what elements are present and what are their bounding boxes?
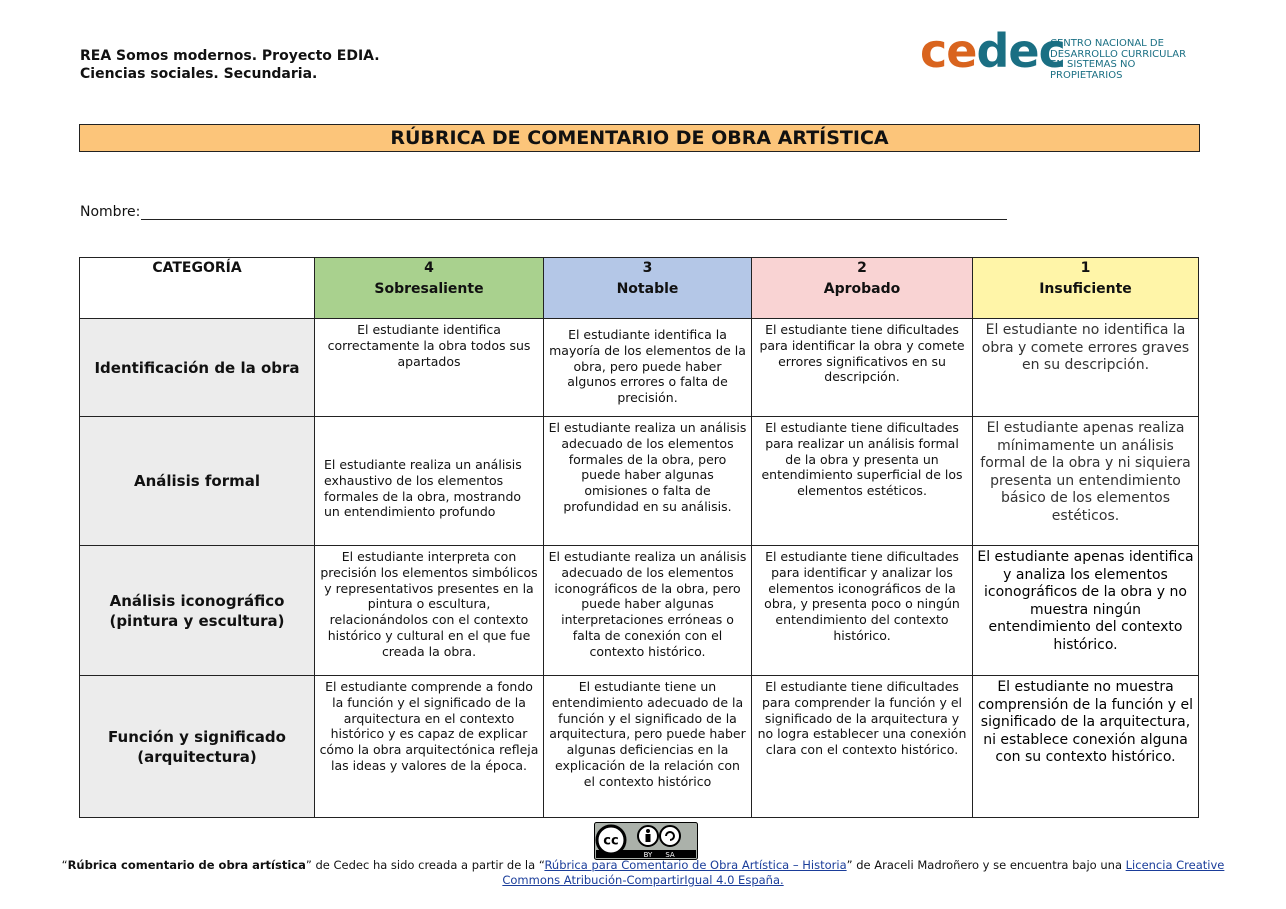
cc-by-sa-badge <box>594 822 698 860</box>
license-link[interactable]: Licencia Creative Commons Atribución-CompartirIgual 4.0 España. <box>502 858 1225 887</box>
share-alike-icon <box>660 826 680 846</box>
rubric-cell: El estudiante tiene dificultades para identificar la obra y comete errores significativos en su descripción. <box>752 319 973 417</box>
work-title: Rúbrica comentario de obra artística <box>67 858 306 872</box>
table-row <box>80 676 1199 818</box>
rubric-header-row <box>80 258 1199 319</box>
header-line-project: REA Somos modernos. Proyecto EDIA. <box>80 48 380 64</box>
cedec-logo-word: cedec <box>920 24 1065 78</box>
svg-text:SA: SA <box>665 851 675 859</box>
svg-text:cc: cc <box>603 833 619 849</box>
document-title: RÚBRICA DE COMENTARIO DE OBRA ARTÍSTICA <box>79 124 1200 152</box>
rubric-cell: El estudiante comprende a fondo la función y el significado de la arquitectura en el contexto histórico y es capaz de explicar cómo la obra arquitectónica refleja las ideas y valores de la época. <box>315 676 544 818</box>
source-link[interactable]: Rúbrica para Comentario de Obra Artística – Historia <box>544 858 847 872</box>
rubric-cell: El estudiante apenas identifica y analiza los elementos iconográficos de la obra y no muestra ningún entendimiento del contexto histórico. <box>973 546 1199 676</box>
header-line-subject: Ciencias sociales. Secundaria. <box>80 66 318 82</box>
name-blank-line <box>141 204 1007 220</box>
table-row <box>80 417 1199 546</box>
category-analisis-iconografico: Análisis iconográfico (pintura y escultura) <box>80 546 315 676</box>
license-footer: “Rúbrica comentario de obra artística” de Cedec ha sido creada a partir de la “Rúbrica para Comentario de Obra Artística – Historia” de Araceli Madroñero y se encuentra bajo una Licencia Creative Commons Atribución-CompartirIgual 4.0 España. <box>61 858 1225 887</box>
table-row <box>80 546 1199 676</box>
level-header-2: 2 Aprobado <box>752 258 973 319</box>
rubric-cell: El estudiante apenas realiza mínimamente un análisis formal de la obra y ni siquiera presenta un entendimiento básico de los elementos estéticos. <box>973 417 1199 546</box>
level-header-1: 1 Insuficiente <box>973 258 1199 319</box>
rubric-table <box>79 257 1199 818</box>
document-header <box>80 47 380 83</box>
rubric-cell: El estudiante identifica correctamente la obra todos sus apartados <box>315 319 544 417</box>
table-row <box>80 319 1199 417</box>
name-field <box>80 204 1007 220</box>
rubric-cell: El estudiante realiza un análisis exhaustivo de los elementos formales de la obra, mostrando un entendimiento profundo <box>315 417 544 546</box>
category-header: CATEGORÍA <box>80 258 315 319</box>
level-header-3: 3 Notable <box>544 258 752 319</box>
rubric-cell: El estudiante identifica la mayoría de los elementos de la obra, pero puede haber algunos errores o falta de precisión. <box>544 319 752 417</box>
svg-text:BY: BY <box>643 851 653 859</box>
rubric-cell: El estudiante no muestra comprensión de la función y el significado de la arquitectura, ni establece conexión alguna con su contexto histórico. <box>973 676 1199 818</box>
rubric-cell: El estudiante realiza un análisis adecuado de los elementos formales de la obra, pero puede haber algunas omisiones o falta de profundidad en su análisis. <box>544 417 752 546</box>
rubric-cell: El estudiante tiene dificultades para identificar y analizar los elementos iconográficos de la obra, y presenta poco o ningún entendimiento del contexto histórico. <box>752 546 973 676</box>
rubric-cell: El estudiante tiene dificultades para comprender la función y el significado de la arquitectura y no logra establecer una conexión clara con el contexto histórico. <box>752 676 973 818</box>
category-analisis-formal: Análisis formal <box>80 417 315 546</box>
cedec-logo-subtitle: CENTRO NACIONAL DE DESARROLLO CURRICULAR EN SISTEMAS NO PROPIETARIOS <box>1050 38 1187 81</box>
rubric-cell: El estudiante tiene un entendimiento adecuado de la función y el significado de la arquitectura, pero puede haber algunas deficiencias en la explicación de la relación con el contexto histórico <box>544 676 752 818</box>
category-funcion-significado: Función y significado (arquitectura) <box>80 676 315 818</box>
category-identificacion: Identificación de la obra <box>80 319 315 417</box>
rubric-cell: El estudiante no identifica la obra y comete errores graves en su descripción. <box>973 319 1199 417</box>
name-label: Nombre: <box>80 204 141 220</box>
rubric-cell: El estudiante tiene dificultades para realizar un análisis formal de la obra y presenta un entendimiento superficial de los elementos estéticos. <box>752 417 973 546</box>
cedec-logo <box>920 24 1200 81</box>
rubric-cell: El estudiante interpreta con precisión los elementos simbólicos y representativos presentes en la pintura o escultura, relacionándolos con el contexto histórico y cultural en el que fue creada la obra. <box>315 546 544 676</box>
rubric-cell: El estudiante realiza un análisis adecuado de los elementos iconográficos de la obra, pero puede haber algunas interpretaciones erróneas o falta de conexión con el contexto histórico. <box>544 546 752 676</box>
level-header-4: 4 Sobresaliente <box>315 258 544 319</box>
